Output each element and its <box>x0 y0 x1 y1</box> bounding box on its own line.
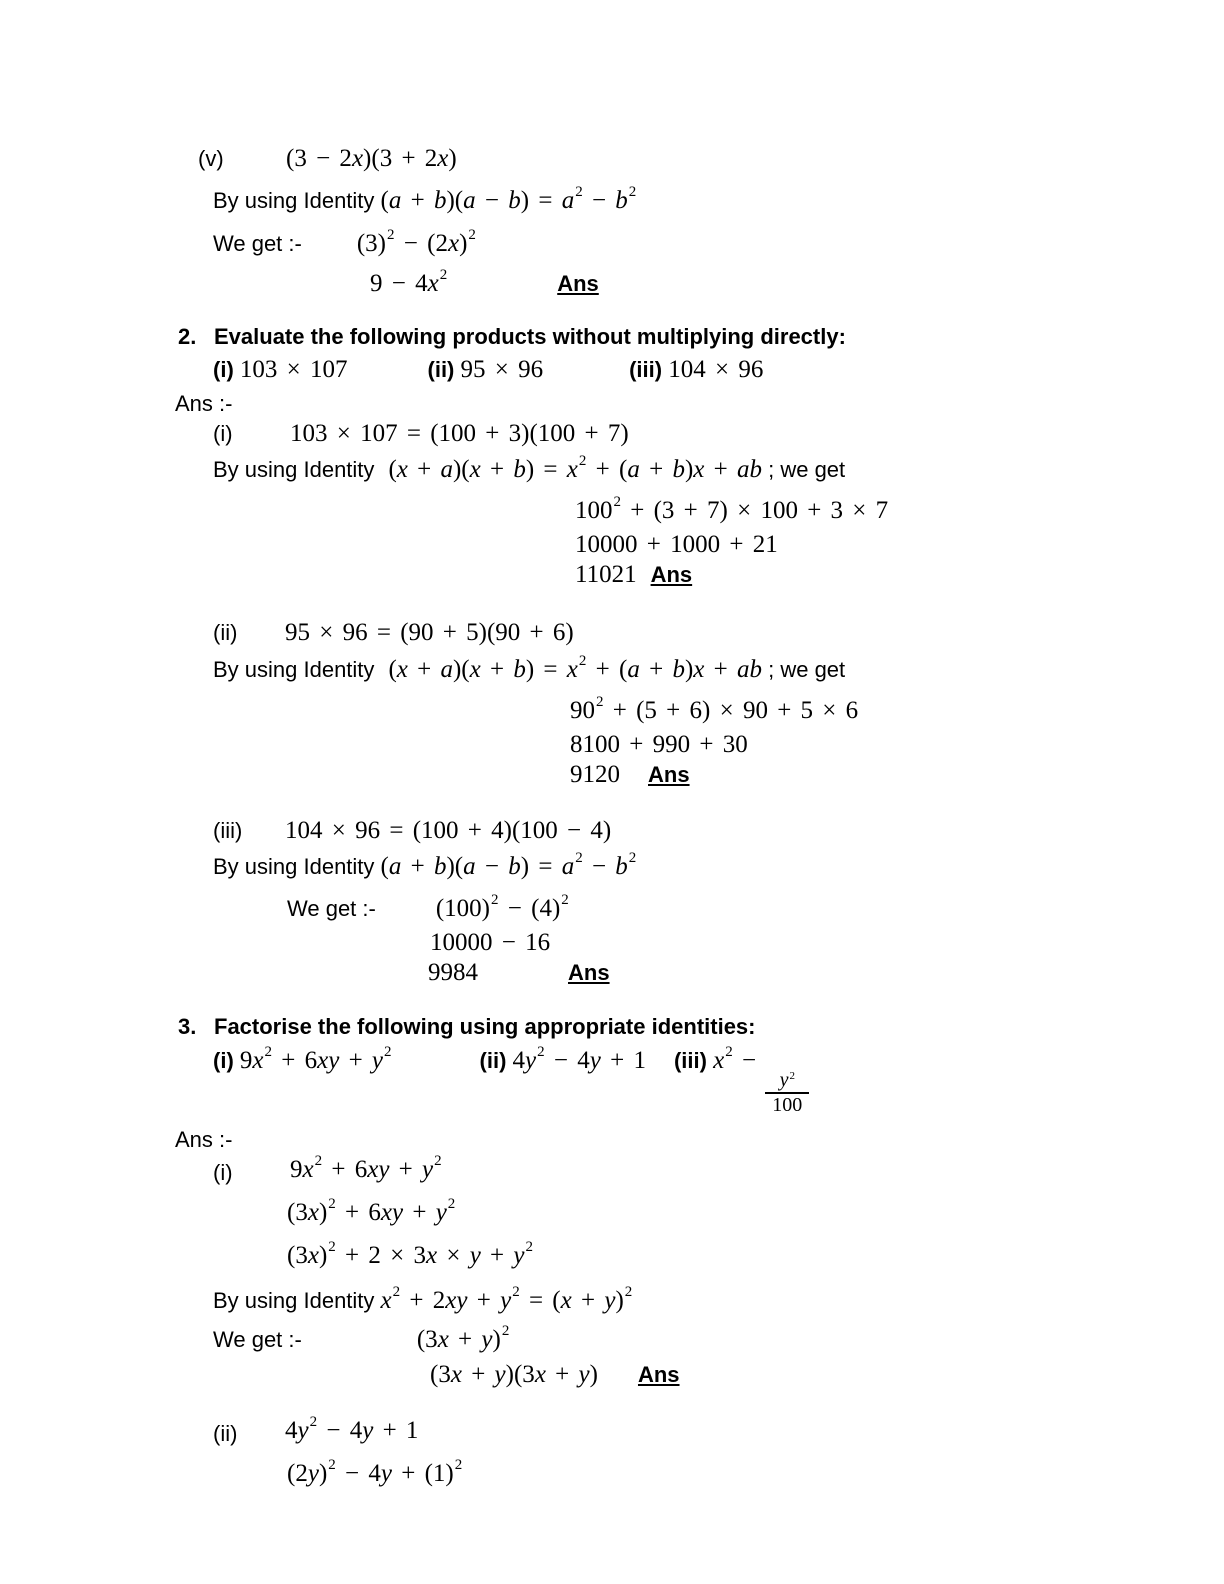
math-variable: a <box>388 853 402 880</box>
bold-text: (ii) <box>427 357 461 382</box>
math-variable: a <box>627 456 640 483</box>
math-literal: 9 <box>239 1047 253 1074</box>
math-variable: b <box>433 853 447 880</box>
math-variable: a <box>561 187 575 214</box>
math-literal: + <box>407 456 441 483</box>
math-expression <box>428 959 478 986</box>
math-literal: + <box>467 1287 501 1314</box>
math-literal: + <box>480 456 514 483</box>
math-expression <box>285 619 574 646</box>
ans-label: Ans <box>568 960 610 985</box>
math-expression <box>290 1153 442 1183</box>
superscript: 2 <box>392 1284 401 1300</box>
superscript: 2 <box>328 1457 336 1473</box>
q2-ans-label <box>175 389 1224 419</box>
math-literal: + 1 <box>373 1417 419 1444</box>
superscript: 2 <box>578 453 587 469</box>
q2-ii-step1 <box>570 696 1224 729</box>
math-literal: + <box>639 656 673 683</box>
superscript: 2 <box>439 267 448 283</box>
superscript: 2 <box>454 1457 463 1473</box>
math-literal: ) = <box>520 187 562 214</box>
math-variable: x <box>307 1242 319 1269</box>
item-label: (iii) <box>213 818 243 843</box>
math-variable: x <box>437 1326 449 1353</box>
superscript: 2 <box>314 1153 323 1169</box>
superscript: 2 <box>328 1239 336 1255</box>
math-literal: + <box>571 1287 605 1314</box>
math-literal: 10000 − 16 <box>430 929 551 956</box>
math-variable: x <box>252 1047 264 1074</box>
math-literal: ) = <box>525 656 567 683</box>
q3-i-statement <box>213 1155 1224 1188</box>
item-label: (ii) <box>213 1421 238 1446</box>
superscript: 2 <box>328 1196 336 1212</box>
math-expression <box>570 694 859 724</box>
math-variable: x <box>469 656 481 683</box>
superscript: 2 <box>501 1323 510 1339</box>
math-literal: 9120 <box>570 761 620 788</box>
math-literal: (3) <box>356 230 387 257</box>
math-literal: (3 − 2 <box>286 145 352 172</box>
math-literal: 100 <box>772 1094 803 1116</box>
math-expression <box>380 184 637 214</box>
superscript: 2 <box>512 1284 520 1300</box>
math-literal: ) <box>448 145 457 172</box>
math-literal: 4 <box>512 1047 526 1074</box>
math-variable: xy <box>445 1287 468 1314</box>
math-literal: + <box>401 187 434 214</box>
math-expression <box>287 1196 456 1226</box>
math-literal: + 1 <box>600 1047 646 1074</box>
math-variable: y <box>604 1287 616 1314</box>
q2-i-step1 <box>575 496 1224 529</box>
q3-ii-statement <box>213 1416 1224 1449</box>
math-literal: ) <box>318 1460 328 1487</box>
math-literal: (3 <box>287 1199 308 1226</box>
q2-ii-step2 <box>570 730 1224 760</box>
math-literal: = ( <box>519 1287 561 1314</box>
math-expression <box>668 356 763 383</box>
math-literal: − <box>582 187 616 214</box>
math-literal: 103 × 107 = (100 + 3)(100 + 7) <box>290 420 629 447</box>
math-literal: ) = <box>520 853 562 880</box>
math-literal: ( <box>380 853 389 880</box>
math-variable: y <box>380 1460 392 1487</box>
ans-label: Ans <box>637 1362 680 1387</box>
q2-i-identity <box>213 455 1224 488</box>
q2-ii-statement <box>213 618 1224 648</box>
math-literal: − (4) <box>498 895 561 922</box>
q2-iii-statement <box>213 816 1224 846</box>
superscript: 2 <box>537 1044 545 1060</box>
bold-text: Factorise the following using appropriate identities: <box>214 1014 756 1039</box>
math-literal: + <box>339 1047 372 1074</box>
ans-label: Ans <box>650 562 693 587</box>
math-variable: x <box>566 656 578 683</box>
superscript: 2 <box>628 850 637 866</box>
math-literal: + <box>639 456 673 483</box>
text-run: ; we get <box>762 457 846 482</box>
math-expression <box>285 817 611 844</box>
math-expression <box>286 145 457 172</box>
bold-text: (i) <box>213 357 240 382</box>
superscript: 2 <box>491 892 499 908</box>
math-literal: )( <box>452 456 470 483</box>
math-literal: + ( <box>586 656 628 683</box>
math-expression <box>430 1361 598 1388</box>
math-literal: + <box>461 1361 495 1388</box>
math-variable: x <box>566 456 578 483</box>
math-variable: xy <box>380 1199 404 1226</box>
q1-v-weget <box>213 229 1224 262</box>
math-literal: − <box>475 853 509 880</box>
math-variable: xy <box>317 1047 340 1074</box>
superscript: 2 <box>434 1153 442 1169</box>
question-number: 2. <box>178 324 197 349</box>
math-literal: + <box>704 656 737 683</box>
math-literal: + <box>389 1156 423 1183</box>
math-literal: − <box>475 187 509 214</box>
q2-iii-step <box>430 928 1224 958</box>
math-expression <box>287 1239 534 1269</box>
math-literal: + <box>545 1361 579 1388</box>
math-expression <box>388 453 762 483</box>
math-variable: y <box>371 1047 384 1074</box>
math-variable: x <box>693 656 705 683</box>
math-literal: 100 <box>575 497 613 524</box>
math-literal: + <box>448 1326 482 1353</box>
math-expression <box>416 1323 510 1353</box>
math-variable: a <box>627 656 640 683</box>
math-variable: a <box>561 853 575 880</box>
math-literal: 4 <box>285 1417 298 1444</box>
q2-ii-result <box>570 760 1224 790</box>
math-expression <box>570 761 620 788</box>
math-variable: x <box>396 456 408 483</box>
q3-i-identity <box>213 1286 1224 1319</box>
item-label: (v) <box>198 146 224 171</box>
math-expression <box>287 1457 463 1487</box>
math-literal: ( <box>380 187 389 214</box>
superscript: 2 <box>575 850 583 866</box>
math-literal: ) <box>492 1326 501 1353</box>
math-variable: x <box>534 1361 546 1388</box>
text-run: We get :- <box>287 896 376 921</box>
text-run: By using Identity <box>213 854 381 879</box>
math-literal: (100) <box>435 895 491 922</box>
item-label: (ii) <box>213 620 238 645</box>
math-variable: x <box>469 456 481 483</box>
text-run: Ans :- <box>175 391 233 416</box>
math-expression <box>356 227 476 257</box>
math-literal: )( <box>452 656 470 683</box>
math-expression <box>370 267 448 297</box>
math-variable: y <box>513 1242 525 1269</box>
math-variable: x <box>351 145 364 172</box>
math-variable: y <box>297 1417 309 1444</box>
math-literal: × <box>437 1242 470 1269</box>
math-literal: − <box>732 1047 766 1074</box>
q2-ii-identity <box>213 655 1224 688</box>
math-variable: b <box>672 456 685 483</box>
math-literal: 11021 <box>575 561 637 588</box>
math-expression <box>430 929 550 956</box>
math-literal: 8100 + 990 + 30 <box>570 731 748 758</box>
math-literal: 104 × 96 = (100 + 4)(100 − 4) <box>285 817 612 844</box>
math-variable: b <box>513 656 526 683</box>
superscript: 2 <box>384 1044 392 1060</box>
math-literal: + (5 + 6) × 90 + 5 × 6 <box>603 697 859 724</box>
math-literal: ( <box>388 456 397 483</box>
fraction <box>765 1047 809 1116</box>
math-variable: x <box>425 1242 438 1269</box>
math-literal: ( <box>388 656 397 683</box>
math-literal: 104 × 96 <box>668 356 764 383</box>
math-literal: − <box>582 853 616 880</box>
q2-heading <box>178 322 1224 352</box>
fraction-numerator <box>773 1069 802 1092</box>
item-label: (i) <box>213 1160 233 1185</box>
math-variable: x <box>307 1199 319 1226</box>
math-literal: + <box>401 853 434 880</box>
math-literal: ) <box>318 1199 328 1226</box>
superscript: 2 <box>578 653 587 669</box>
math-literal: )( <box>446 853 464 880</box>
math-literal: ) <box>459 230 468 257</box>
q2-iii-identity <box>213 852 1224 885</box>
math-literal: − 4 <box>335 1460 381 1487</box>
bold-text: (ii) <box>479 1048 513 1073</box>
math-variable: x <box>560 1287 572 1314</box>
math-variable: a <box>440 656 453 683</box>
math-literal: + <box>403 1199 436 1226</box>
math-variable: a <box>463 853 476 880</box>
q2-iii-result <box>428 958 1224 988</box>
q1-v-identity <box>213 186 1224 219</box>
math-variable: b <box>433 187 447 214</box>
math-expression <box>240 356 348 383</box>
math-literal: + (3 + 7) × 100 + 3 × 7 <box>621 497 889 524</box>
q2-options <box>213 355 1224 385</box>
math-variable: b <box>513 456 526 483</box>
math-expression <box>575 531 778 558</box>
fraction-stack <box>765 1069 809 1117</box>
superscript: 2 <box>575 184 583 200</box>
bold-text: (i) <box>213 1048 240 1073</box>
math-literal: + <box>480 1242 514 1269</box>
q3-i-weget <box>213 1325 1224 1358</box>
math-variable: ab <box>737 456 762 483</box>
math-literal: + 6 <box>272 1047 318 1074</box>
math-literal: + <box>480 656 514 683</box>
math-variable: x <box>380 1287 392 1314</box>
math-variable: x <box>450 1361 462 1388</box>
math-variable: y <box>494 1361 506 1388</box>
math-literal: − (2 <box>394 230 448 257</box>
math-literal: ) <box>615 1287 624 1314</box>
math-literal: )(3 <box>505 1361 535 1388</box>
math-variable: b <box>672 656 685 683</box>
superscript: 2 <box>628 184 637 200</box>
math-literal: + ( <box>586 456 628 483</box>
math-expression <box>380 850 637 880</box>
math-variable: a <box>440 456 453 483</box>
math-variable: x <box>447 230 460 257</box>
math-literal: + 6 <box>335 1199 381 1226</box>
math-expression <box>380 1284 633 1314</box>
bold-text: Evaluate the following products without multiplying directly: <box>214 324 846 349</box>
q3-ii-step <box>287 1459 1224 1492</box>
math-literal: ) <box>589 1361 598 1388</box>
superscript: 2 <box>468 227 476 243</box>
math-literal: + 2 <box>400 1287 446 1314</box>
math-literal: (3 <box>416 1326 438 1353</box>
math-literal: 9 <box>290 1156 303 1183</box>
math-literal: 90 <box>570 697 595 724</box>
superscript: 2 <box>525 1239 534 1255</box>
text-run: Ans :- <box>175 1127 233 1152</box>
math-variable: y <box>500 1287 512 1314</box>
text-run: By using Identity <box>213 188 381 213</box>
question-number: 3. <box>178 1014 197 1039</box>
q2-iii-weget <box>287 894 1224 927</box>
math-expression <box>461 356 544 383</box>
math-literal: − 4 <box>317 1417 363 1444</box>
math-variable: x <box>302 1156 314 1183</box>
math-literal: 95 × 96 = (90 + 5)(90 + 6) <box>285 619 574 646</box>
superscript: 2 <box>309 1414 318 1430</box>
math-variable: b <box>615 853 628 880</box>
math-variable: b <box>615 187 628 214</box>
math-variable: xy <box>367 1156 390 1183</box>
math-variable: x <box>713 1047 725 1074</box>
math-expression <box>570 731 748 758</box>
math-literal: )(3 + 2 <box>363 145 438 172</box>
math-expression <box>575 561 637 588</box>
math-expression <box>435 892 569 922</box>
math-variable: a <box>388 187 402 214</box>
math-literal: (2 <box>287 1460 308 1487</box>
q3-i-step2 <box>287 1241 1224 1274</box>
math-variable: x <box>427 270 439 297</box>
q2-i-statement <box>213 419 1224 449</box>
text-run: We get :- <box>213 1327 302 1352</box>
math-literal: ) <box>684 656 694 683</box>
ans-label: Ans <box>557 271 599 296</box>
item-label: (i) <box>213 421 233 446</box>
ans-label: Ans <box>648 762 690 787</box>
math-literal: + 6 <box>322 1156 368 1183</box>
math-literal: + <box>704 456 737 483</box>
math-literal: )( <box>446 187 464 214</box>
bold-text: (iii) <box>673 1048 714 1073</box>
math-literal: + 2 × 3 <box>335 1242 426 1269</box>
math-variable: y <box>307 1460 319 1487</box>
math-variable: y <box>481 1326 493 1353</box>
math-literal: ) <box>684 456 694 483</box>
superscript: 2 <box>447 1196 456 1212</box>
bold-text: (iii) <box>629 357 669 382</box>
math-variable: y <box>779 1069 789 1091</box>
math-expression <box>512 1044 646 1074</box>
math-literal: (3 <box>430 1361 451 1388</box>
text-run: ; we get <box>762 657 846 682</box>
superscript: 2 <box>387 227 395 243</box>
math-literal: + <box>407 656 441 683</box>
math-variable: y <box>362 1417 374 1444</box>
text-run: By using Identity <box>213 657 375 682</box>
math-variable: b <box>508 853 521 880</box>
superscript: 2 <box>264 1044 272 1060</box>
math-literal: 103 × 107 <box>239 356 348 383</box>
q3-ans-label <box>175 1125 1224 1155</box>
math-literal: ) <box>318 1242 328 1269</box>
superscript: 2 <box>561 892 569 908</box>
math-expression <box>575 494 889 524</box>
superscript: 2 <box>596 694 604 710</box>
q3-i-result <box>430 1360 1224 1390</box>
math-variable: y <box>469 1242 481 1269</box>
math-literal: (3 <box>287 1242 308 1269</box>
math-literal: 9984 <box>428 959 478 986</box>
q2-i-result <box>575 560 1224 590</box>
math-variable: y <box>435 1199 447 1226</box>
math-literal: 95 × 96 <box>460 356 544 383</box>
math-literal: 10000 + 1000 + 21 <box>575 531 778 558</box>
math-expression <box>388 653 762 683</box>
math-literal: − 4 <box>544 1047 590 1074</box>
document-body <box>0 144 1224 1492</box>
math-variable: y <box>578 1361 590 1388</box>
math-expression <box>290 420 629 447</box>
math-variable: x <box>396 656 408 683</box>
math-variable: y <box>525 1047 537 1074</box>
math-expression <box>239 1044 392 1074</box>
math-literal: + (1) <box>391 1460 454 1487</box>
math-variable: b <box>508 187 521 214</box>
superscript: 2 <box>624 1284 633 1300</box>
fraction-denominator <box>765 1092 809 1117</box>
text-run: We get :- <box>213 231 302 256</box>
math-expression <box>713 1044 766 1074</box>
q3-heading <box>178 1012 1224 1042</box>
math-expression <box>285 1414 419 1444</box>
text-run: By using Identity <box>213 1288 381 1313</box>
math-variable: ab <box>737 656 762 683</box>
text-run: By using Identity <box>213 457 375 482</box>
math-variable: a <box>463 187 476 214</box>
q1-v-result <box>370 269 1224 302</box>
q3-options <box>213 1046 1224 1117</box>
math-variable: x <box>693 456 705 483</box>
math-literal: 9 − 4 <box>370 270 428 297</box>
math-variable: y <box>589 1047 601 1074</box>
q2-i-step2 <box>575 530 1224 560</box>
q3-i-step1 <box>287 1198 1224 1231</box>
math-literal: ) = <box>525 456 567 483</box>
q1-v-statement <box>198 144 1224 174</box>
superscript: 2 <box>725 1044 733 1060</box>
superscript: 2 <box>789 1070 795 1082</box>
superscript: 2 <box>613 494 621 510</box>
math-variable: x <box>437 145 449 172</box>
math-variable: y <box>422 1156 434 1183</box>
